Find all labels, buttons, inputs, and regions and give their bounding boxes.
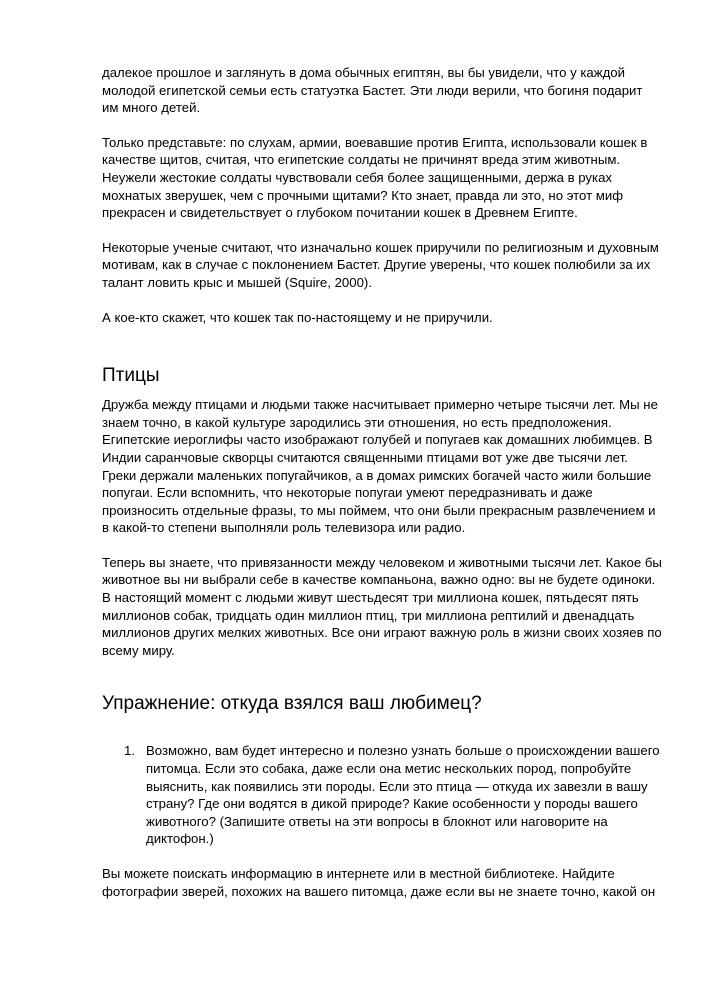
list-item bbox=[102, 742, 662, 848]
paragraph-intro-2: Только представьте: по слухам, армии, воевавшие против Египта, использовали кошек в качестве щитов, считая, что египетские солдаты не причинят вреда этим животным. Неужели жестокие солдаты чувствовали себя более защищенными, держа в руках мохнатых зверушек, чем с прочными щитами? Кто знает, правда ли это, но этот миф прекрасен и свидетельствует о глубоком почитании кошек в Древнем Египте. bbox=[102, 134, 648, 221]
paragraph-intro-4: А кое-кто скажет, что кошек так по-настоящему и не приручили. bbox=[102, 309, 493, 325]
paragraph-intro-3: Некоторые ученые считают, что изначально кошек приручили по религиозным и духовным мотивам, как в случае с поклонением Бастет. Другие уверены, что кошек полюбили за их талант ловить крыс и мышей (Squire, 2000). bbox=[102, 239, 659, 290]
list-item-text: Возможно, вам будет интересно и полезно узнать больше о происхождении вашего питомца. Если это собака, даже если она метис нескольких пород, попробуйте выяснить, как появились эти породы. Если это птица — откуда их завезли в вашу страну? Где они водятся в дикой природе? Какие особенности у породы вашего животного? (Запишите ответы на эти вопросы в блокнот или наговорите на диктофон.) bbox=[146, 743, 660, 847]
document-page bbox=[102, 64, 662, 917]
section-heading-exercise: Упражнение: откуда взялся ваш любимец? bbox=[102, 693, 482, 715]
list-item-number: 1. bbox=[124, 743, 135, 759]
paragraph-exercise-closing: Вы можете поискать информацию в интернете или в местной библиотеке. Найдите фотографии зверей, похожих на вашего питомца, даже если вы не знаете точно, какой он bbox=[102, 866, 656, 899]
paragraph-birds-2: Теперь вы знаете, что привязанности между человеком и животными тысячи лет. Какое бы животное вы ни выбрали себе в качестве компаньона, важно одно: вы не будете одиноки. В настоящий момент с людьми живут шестьдесят три миллиона кошек, пятьдесят пять миллионов собак, тридцать один миллион птиц, три миллиона рептилий и двенадцать миллионов других мелких животных. Все они играют важную роль в жизни своих хозяев по всему миру. bbox=[102, 554, 662, 658]
section-heading-birds: Птицы bbox=[102, 365, 160, 387]
exercise-list bbox=[102, 742, 662, 848]
paragraph-birds-1: Дружба между птицами и людьми также насчитывает примерно четыре тысячи лет. Мы не знаем точно, в какой культуре зародились эти отношения, но есть предположения. Египетские иероглифы часто изображают голубей и попугаев как домашних любимцев. В Индии саранчовые скворцы считаются священными птицами вот уже две тысячи лет. Греки держали маленьких попугайчиков, а в домах римских богачей часто жили большие попугаи. Если вспомнить, что некоторые попугаи умеют передразнивать и даже произносить отдельные фразы, то мы поймем, что они были прекрасным развлечением и в какой-то степени выполняли роль телевизора или радио. bbox=[102, 397, 658, 536]
paragraph-intro-1: далекое прошлое и заглянуть в дома обычных египтян, вы бы увидели, что у каждой молодой египетской семьи есть статуэтка Бастет. Эти люди верили, что богиня подарит им много детей. bbox=[102, 65, 643, 116]
